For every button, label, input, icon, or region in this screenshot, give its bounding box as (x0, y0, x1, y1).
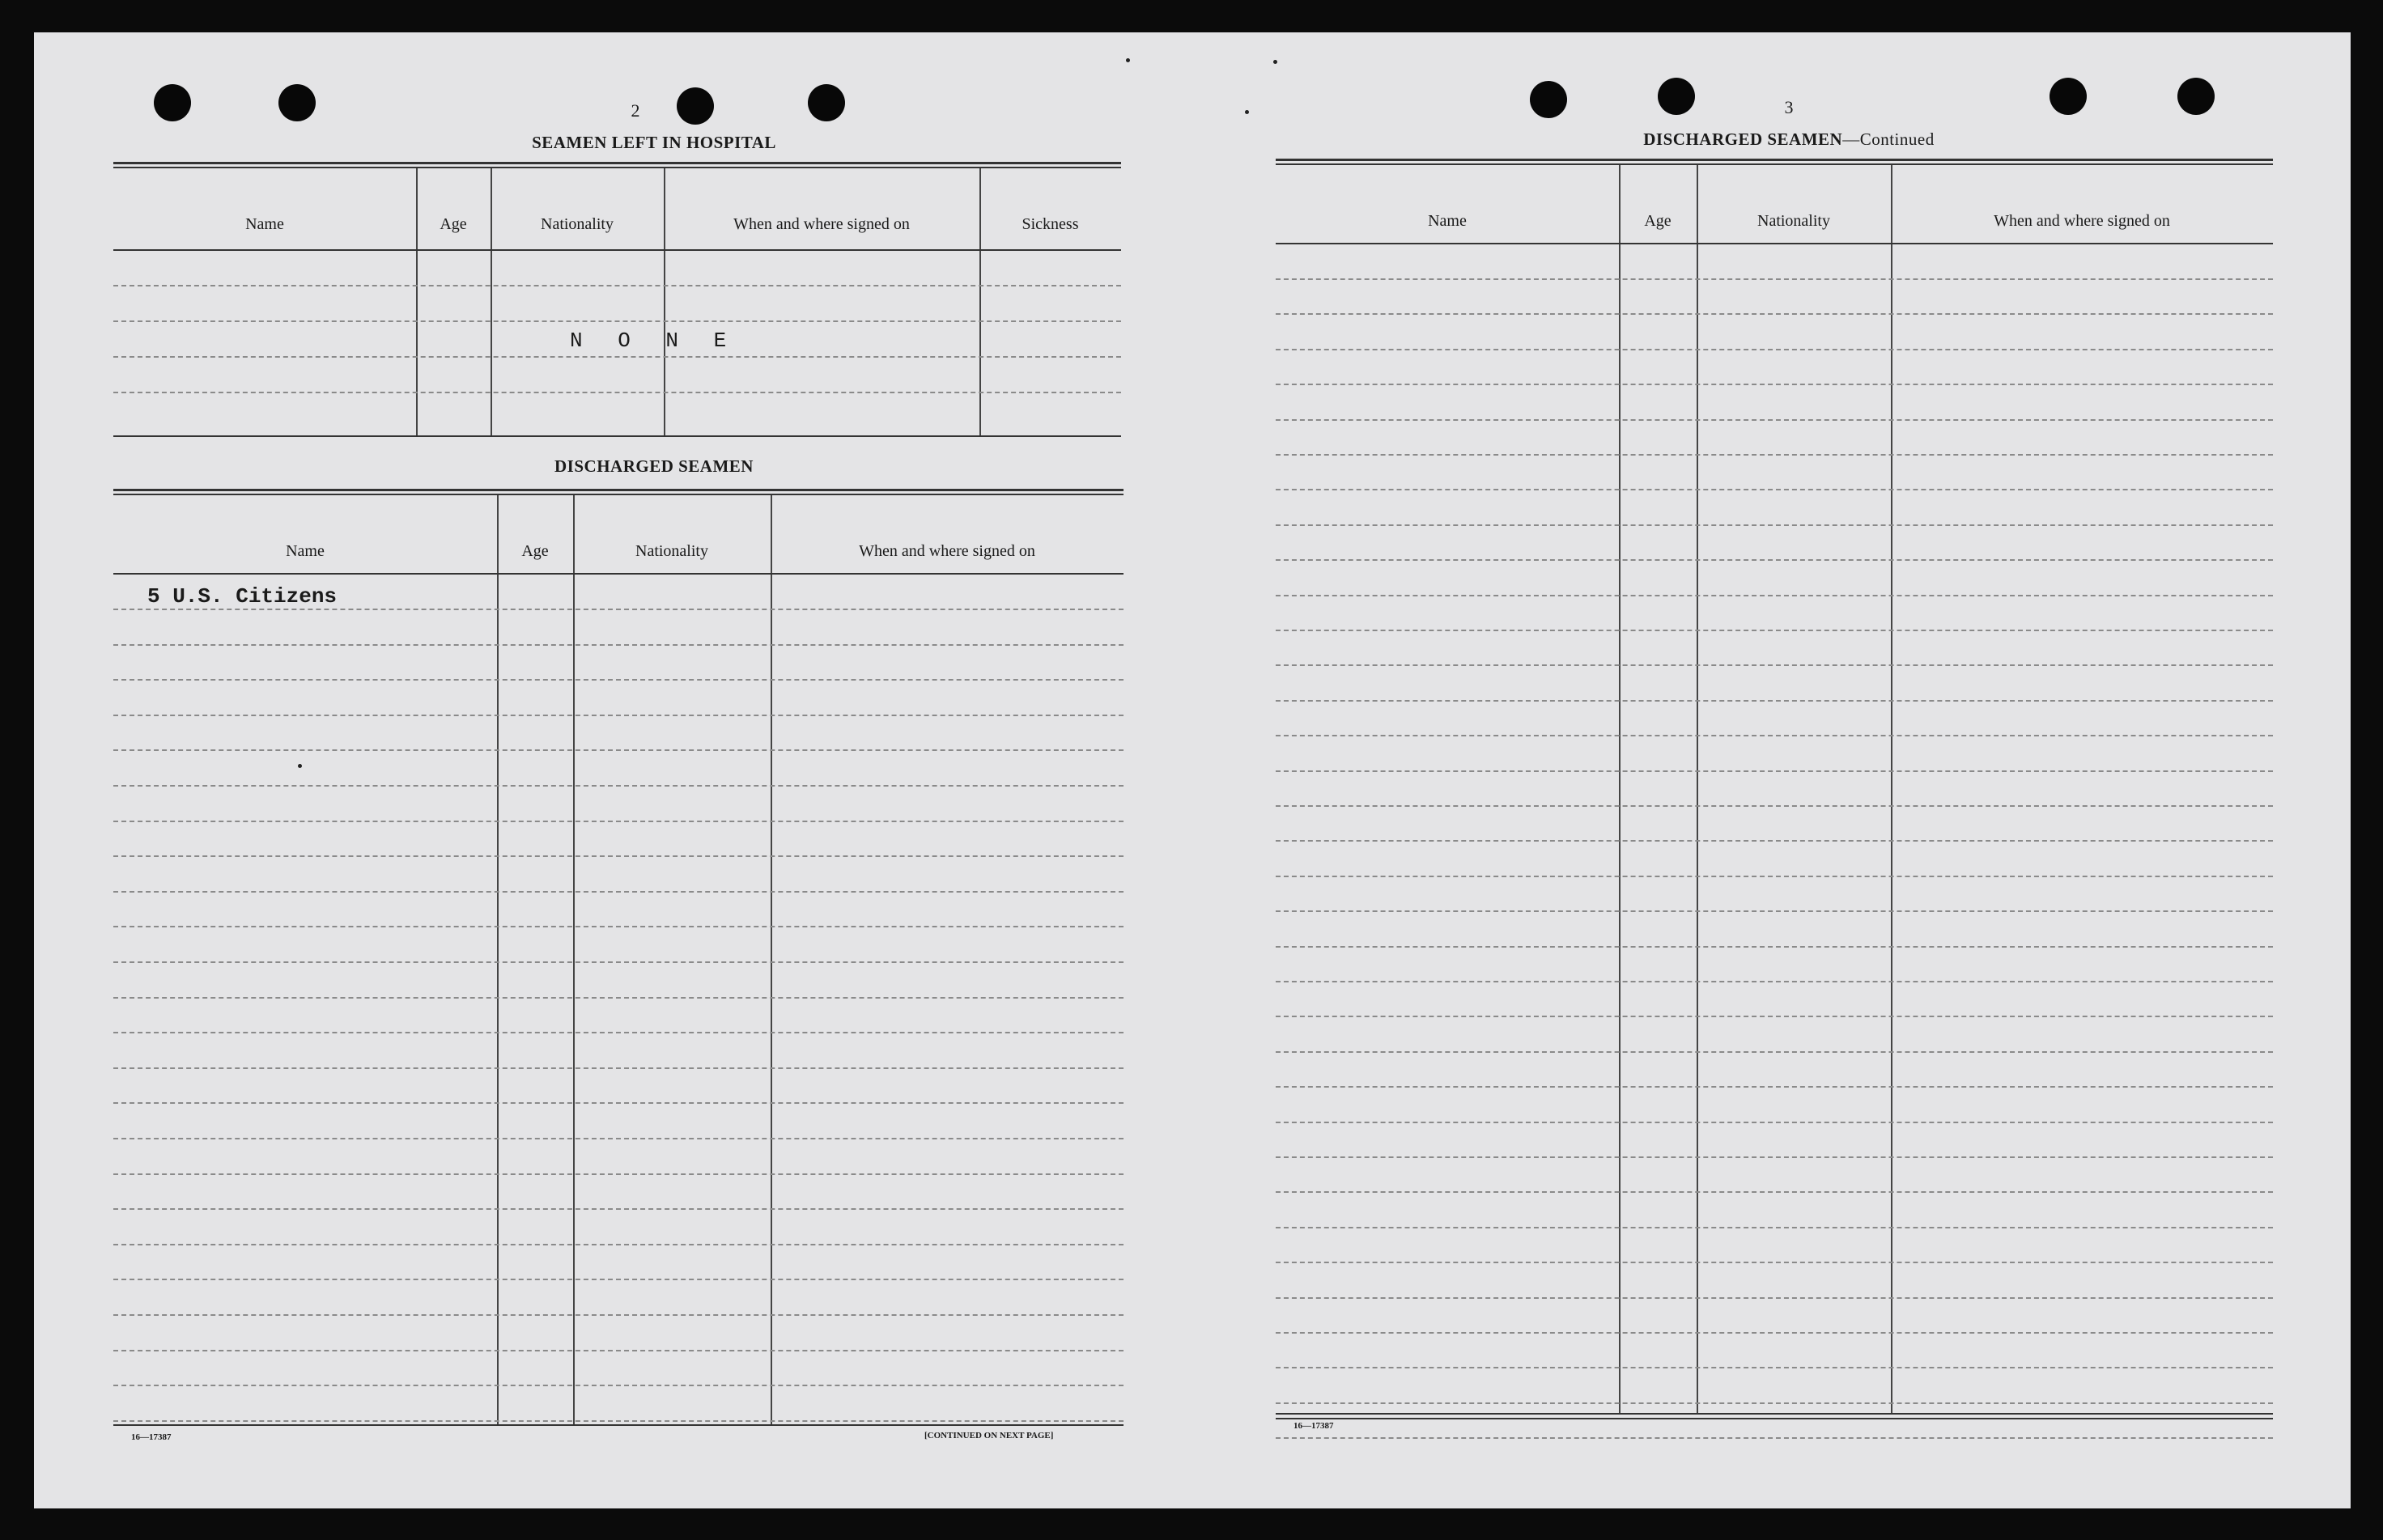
punch-hole (2177, 78, 2215, 115)
row-rule (1276, 1016, 2273, 1017)
row-rule (1276, 946, 2273, 948)
row-rule (1276, 595, 2273, 596)
row-rule (113, 1102, 1124, 1104)
title-text: DISCHARGED SEAMEN (1643, 129, 1843, 149)
row-rule (1276, 1051, 2273, 1053)
row-rule (113, 1032, 1124, 1033)
punch-hole (2050, 78, 2087, 115)
row-rule (113, 1138, 1124, 1139)
row-rule (1276, 735, 2273, 736)
row-rule (113, 997, 1124, 999)
row-rule (113, 785, 1124, 787)
hospital-table (113, 162, 1121, 469)
punch-hole (1530, 81, 1567, 118)
speck (1126, 58, 1130, 62)
row-rule (1276, 419, 2273, 421)
row-rule (1276, 1402, 2273, 1404)
row-rule (113, 609, 1124, 610)
row-rule (113, 749, 1124, 751)
row-rule (1276, 489, 2273, 490)
row-rule (1276, 1332, 2273, 1334)
discharged-entry-name: 5 U.S. Citizens (147, 584, 338, 609)
row-rule (1276, 349, 2273, 350)
row-rule (113, 1279, 1124, 1280)
row-rule (113, 961, 1124, 963)
speck (1273, 60, 1277, 64)
column-header-nationality: Nationality (541, 215, 614, 233)
row-rule (113, 926, 1124, 927)
hospital-section-title: SEAMEN LEFT IN HOSPITAL (532, 133, 776, 152)
discharged-table-right (1276, 159, 2273, 1453)
column-header-age: Age (1644, 212, 1671, 230)
punch-hole (677, 87, 714, 125)
row-rule (113, 1420, 1124, 1422)
row-rule (1276, 454, 2273, 456)
row-rule (1276, 1191, 2273, 1193)
column-header-sickness: Sickness (1022, 215, 1079, 233)
row-rule (1276, 1122, 2273, 1123)
column-header-signed-on: When and where signed on (1994, 212, 2170, 230)
row-rule (1276, 1086, 2273, 1088)
row-rule (1276, 1297, 2273, 1299)
row-rule (1276, 910, 2273, 912)
column-header-nationality: Nationality (1757, 212, 1830, 230)
row-rule (1276, 313, 2273, 315)
form-number: 16—17387 (131, 1432, 172, 1442)
column-header-signed-on: When and where signed on (733, 215, 910, 233)
column-header-name: Name (286, 542, 325, 560)
row-rule (1276, 278, 2273, 280)
punch-hole (808, 84, 845, 121)
row-rule (113, 1067, 1124, 1069)
row-rule (113, 1208, 1124, 1210)
row-rule (1276, 1262, 2273, 1263)
row-rule (113, 679, 1124, 681)
discharged-continued-title (1556, 129, 2022, 150)
row-rule (113, 715, 1124, 716)
row-rule (1276, 805, 2273, 807)
document-sheet (34, 32, 2351, 1508)
column-header-signed-on: When and where signed on (859, 542, 1035, 560)
row-rule (1276, 664, 2273, 666)
row-rule (1276, 1227, 2273, 1228)
row-rule (113, 1385, 1124, 1386)
form-number: 16—17387 (1293, 1421, 1334, 1431)
row-rule (1276, 840, 2273, 842)
row-rule (113, 644, 1124, 646)
row-rule (113, 891, 1124, 893)
title-suffix: —Continued (1842, 129, 1935, 149)
row-rule (113, 821, 1124, 822)
row-rule (113, 1350, 1124, 1351)
punch-hole (278, 84, 316, 121)
punch-hole (1658, 78, 1695, 115)
row-rule (1276, 630, 2273, 631)
row-rule (1276, 559, 2273, 561)
discharged-table-left (113, 489, 1124, 1460)
row-rule (113, 1244, 1124, 1245)
row-rule (113, 1314, 1124, 1316)
row-rule (1276, 1437, 2273, 1439)
hospital-entry-none: N O N E (570, 329, 738, 353)
continued-note: [CONTINUED ON NEXT PAGE] (924, 1431, 1054, 1440)
row-rule (113, 1173, 1124, 1175)
column-header-name: Name (1428, 212, 1467, 230)
speck (1245, 110, 1249, 114)
row-rule (1276, 384, 2273, 385)
speck (298, 764, 302, 768)
row-rule (1276, 876, 2273, 877)
column-header-age: Age (521, 542, 549, 560)
row-rule (1276, 981, 2273, 982)
row-rule (1276, 1156, 2273, 1158)
column-header-name: Name (245, 215, 284, 233)
page-number: 2 (631, 100, 640, 121)
row-rule (1276, 524, 2273, 526)
punch-hole (154, 84, 191, 121)
row-rule (1276, 700, 2273, 702)
discharged-section-title: DISCHARGED SEAMEN (554, 456, 754, 476)
column-header-age: Age (440, 215, 467, 233)
row-rule (1276, 1367, 2273, 1368)
page-number: 3 (1784, 97, 1794, 117)
row-rule (113, 855, 1124, 857)
column-header-nationality: Nationality (635, 542, 708, 560)
row-rule (1276, 770, 2273, 772)
